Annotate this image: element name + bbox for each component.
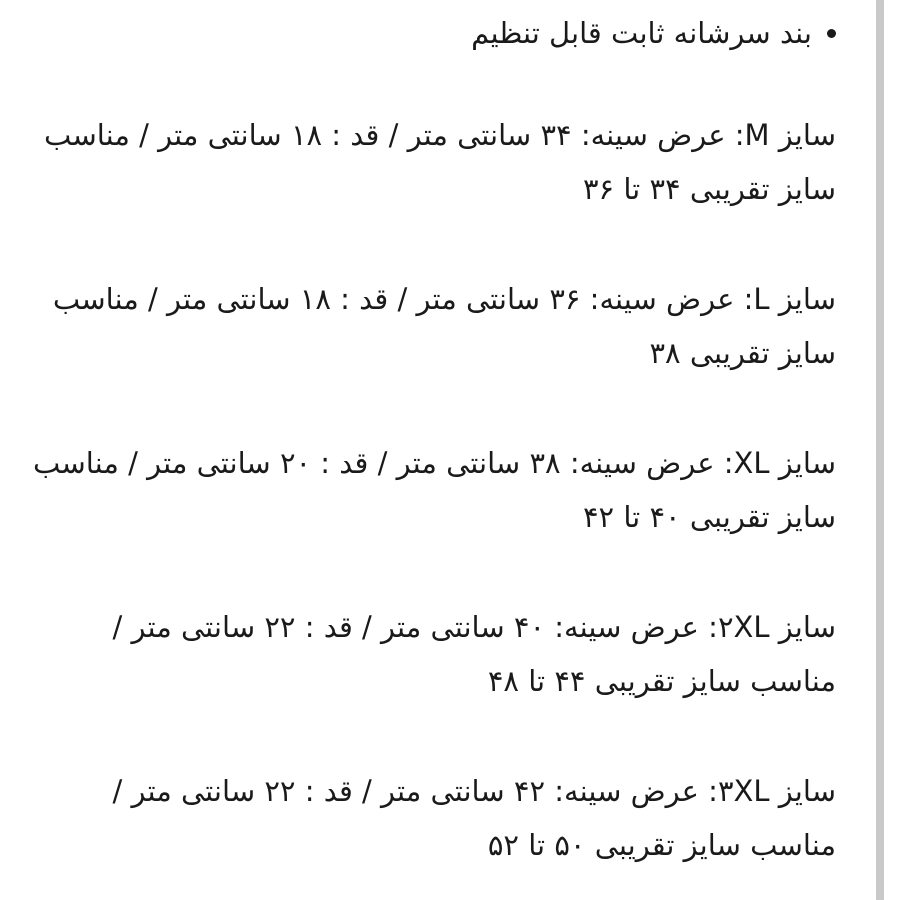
size-l-block [6,272,836,380]
size-m-block [6,108,836,216]
feature-item [6,10,836,56]
size-2xl-line2: مناسب سایز تقریبی ۴۴ تا ۴۸ [487,664,836,698]
size-l-line1: سایز L: عرض سینه: ۳۶ سانتی متر / قد : ۱۸ سانتی متر / مناسب [52,282,836,316]
size-xl-line2: سایز تقریبی ۴۰ تا ۴۲ [582,500,836,534]
feature-list [6,10,836,56]
feature-item-text: بند سرشانه ثابت قابل تنظیم [471,16,812,50]
size-3xl-block [6,764,836,872]
size-xl-block [6,436,836,544]
size-m-line1: سایز M: عرض سینه: ۳۴ سانتی متر / قد : ۱۸ سانتی متر / مناسب [43,118,836,152]
size-2xl-block [6,600,836,708]
bullet-icon [827,29,836,38]
size-m-line2: سایز تقریبی ۳۴ تا ۳۶ [582,172,836,206]
size-l-line2: سایز تقریبی ۳۸ [649,336,836,370]
vertical-scrollbar[interactable] [876,0,884,900]
product-description [6,10,836,872]
size-3xl-line1: سایز ۳XL: عرض سینه: ۴۲ سانتی متر / قد : ۲۲ سانتی متر / [112,774,836,808]
size-3xl-line2: مناسب سایز تقریبی ۵۰ تا ۵۲ [487,828,836,862]
size-2xl-line1: سایز ۲XL: عرض سینه: ۴۰ سانتی متر / قد : ۲۲ سانتی متر / [112,610,836,644]
size-xl-line1: سایز XL: عرض سینه: ۳۸ سانتی متر / قد : ۲۰ سانتی متر / مناسب [32,446,836,480]
